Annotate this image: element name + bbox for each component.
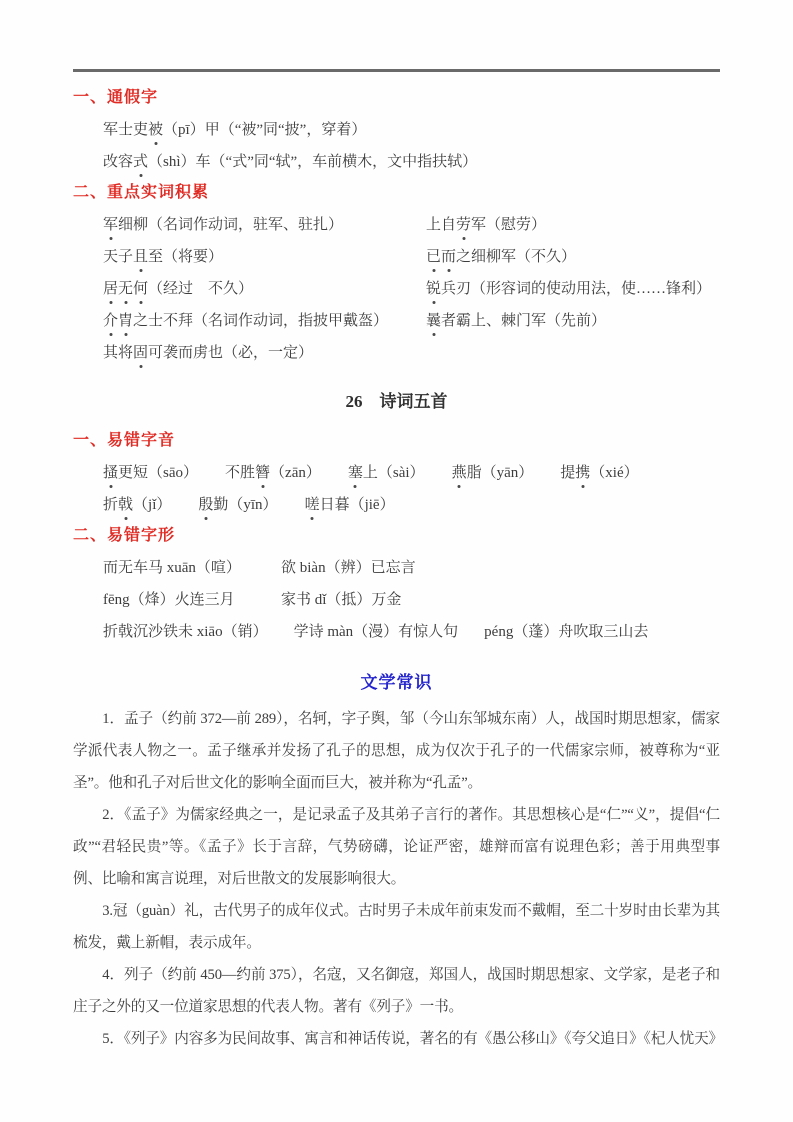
shici-left-entry: 军细柳（名词作动词，驻军、驻扎） <box>103 214 426 236</box>
emphasis-char: 戟 <box>118 494 133 516</box>
section-heading-ziyin: 一、易错字音 <box>73 432 176 449</box>
emphasis-char: 军 <box>103 214 118 236</box>
emphasis-char: 曩 <box>426 310 441 332</box>
literary-paragraph: 4．列子（约前 450—约前 375），名寇，又名御寇，郑国人，战国时期思想家、文学家，是老子和庄子之外的又一位道家思想的代表人物。著有《列子》一书。 <box>73 967 720 1015</box>
ziyin-entry: 塞上（sài） <box>348 462 425 484</box>
zixing-row-list <box>73 557 720 643</box>
literary-paragraph: 2．《孟子》为儒家经典之一，是记录孟子及其弟子言行的著作。其思想核心是“仁”“义”，提倡“仁政”“君轻民贵”等。《孟子》长于言辞，气势磅礴，论证严密，雄辩而富有说理色彩；善于用典型事例、比喻和寓言说理，对后世散文的发展影响很大。 <box>73 807 720 887</box>
shici-left-entry: 天子且至（将要） <box>103 246 426 268</box>
zixing-entry: 学诗 màn（漫）有惊人句 <box>293 624 459 640</box>
emphasis-char: 劳 <box>456 214 471 236</box>
shici-row-list <box>73 214 720 364</box>
section-heading-zixing: 二、易错字形 <box>73 527 176 544</box>
literary-knowledge-heading: 文学常识 <box>360 673 433 692</box>
ziyin-entry: 不胜簪（zān） <box>225 462 321 484</box>
emphasis-char: 无 <box>118 278 133 300</box>
emphasis-char: 式 <box>133 151 148 173</box>
emphasis-char: 携 <box>575 462 590 484</box>
emphasis-char: 且 <box>133 246 148 268</box>
shici-row <box>73 342 720 364</box>
tongjiazi-item: 改容式（shì）车（“式”同“轼”，车前横木，文中指扶轼） <box>73 151 720 173</box>
emphasis-char: 嗟 <box>305 494 320 516</box>
emphasis-char: 胄 <box>118 310 133 332</box>
zixing-entry: 欲 biàn（辨）已忘言 <box>281 560 416 576</box>
shici-row <box>73 214 720 236</box>
ziyin-entry: 搔更短（sāo） <box>103 462 198 484</box>
emphasis-char: 而 <box>441 246 456 268</box>
emphasis-char: 被 <box>148 119 163 141</box>
zixing-row <box>73 621 720 643</box>
shici-right-entry: 曩者霸上、棘门军（先前） <box>426 310 606 332</box>
zixing-entry: fēng（烽）火连三月 <box>103 592 235 608</box>
lesson-title: 26 诗词五首 <box>345 392 448 411</box>
emphasis-char: 介 <box>103 310 118 332</box>
section-heading-shici: 二、重点实词积累 <box>73 184 210 201</box>
shici-right-entry: 上自劳军（慰劳） <box>426 214 546 236</box>
ziyin-entry: 折戟（jǐ） <box>103 494 171 516</box>
section-heading-tongjiazi: 一、通假字 <box>73 89 159 106</box>
emphasis-char: 固 <box>133 342 148 364</box>
ziyin-entry: 殷勤（yīn） <box>198 494 277 516</box>
emphasis-char: 居 <box>103 278 118 300</box>
shici-row <box>73 310 720 332</box>
ziyin-entry: 嗟日暮（jiē） <box>305 494 395 516</box>
emphasis-char: 何 <box>133 278 148 300</box>
zixing-entry: 折戟沉沙铁未 xiāo（销） <box>103 624 268 640</box>
zixing-row <box>73 557 720 579</box>
literary-paragraph: 3.冠（guàn）礼，古代男子的成年仪式。古时男子未成年前束发而不戴帽，至二十岁时由长辈为其梳发，戴上新帽，表示成年。 <box>73 903 720 951</box>
ziyin-row-list <box>73 462 720 516</box>
ziyin-row <box>73 462 720 484</box>
shici-right-entry: 已而之细柳军（不久） <box>426 246 576 268</box>
tongjiazi-item-list <box>73 119 720 173</box>
shici-row <box>73 246 720 268</box>
emphasis-char: 燕 <box>452 462 467 484</box>
tongjiazi-item: 军士吏被（pī）甲（“被”同“披”，穿着） <box>73 119 720 141</box>
emphasis-char: 簪 <box>255 462 270 484</box>
literary-paragraph: 5．《列子》内容多为民间故事、寓言和神话传说，著名的有《愚公移山》《夸父追日》《杞人忧天》 <box>102 1031 723 1047</box>
shici-left-entry: 介胄之士不拜（名词作动词，指披甲戴盔） <box>103 310 426 332</box>
zixing-entry: péng（蓬）舟吹取三山去 <box>484 624 649 640</box>
zixing-row <box>73 589 720 611</box>
ziyin-entry: 提携（xié） <box>560 462 638 484</box>
literary-paragraph: 1．孟子（约前 372—前 289），名轲，字子舆，邹（今山东邹城东南）人，战国时期思想家，儒家学派代表人物之一。孟子继承并发扬了孔子的思想，成为仅次于孔子的一代儒家宗师，被尊称为“亚圣”。他和孔子对后世文化的影响全面而巨大，被并称为“孔孟”。 <box>73 711 720 791</box>
shici-right-entry: 锐兵刃（形容词的使动用法，使……锋利） <box>426 278 711 300</box>
emphasis-char: 塞 <box>348 462 363 484</box>
emphasis-char: 已 <box>426 246 441 268</box>
emphasis-char: 搔 <box>103 462 118 484</box>
zixing-entry: 家书 dǐ（抵）万金 <box>281 592 402 608</box>
ziyin-row <box>73 494 720 516</box>
shici-left-entry: 其将固可袭而虏也（必，一定） <box>103 342 426 364</box>
emphasis-char: 锐 <box>426 278 441 300</box>
shici-row <box>73 278 720 300</box>
emphasis-char: 殷 <box>198 494 213 516</box>
ziyin-entry: 燕脂（yān） <box>452 462 534 484</box>
zixing-entry: 而无车马 xuān（喧） <box>103 560 241 576</box>
literary-paragraph-list <box>73 703 723 1055</box>
header-rule <box>73 69 720 72</box>
shici-left-entry: 居无何（经过 不久） <box>103 278 426 300</box>
